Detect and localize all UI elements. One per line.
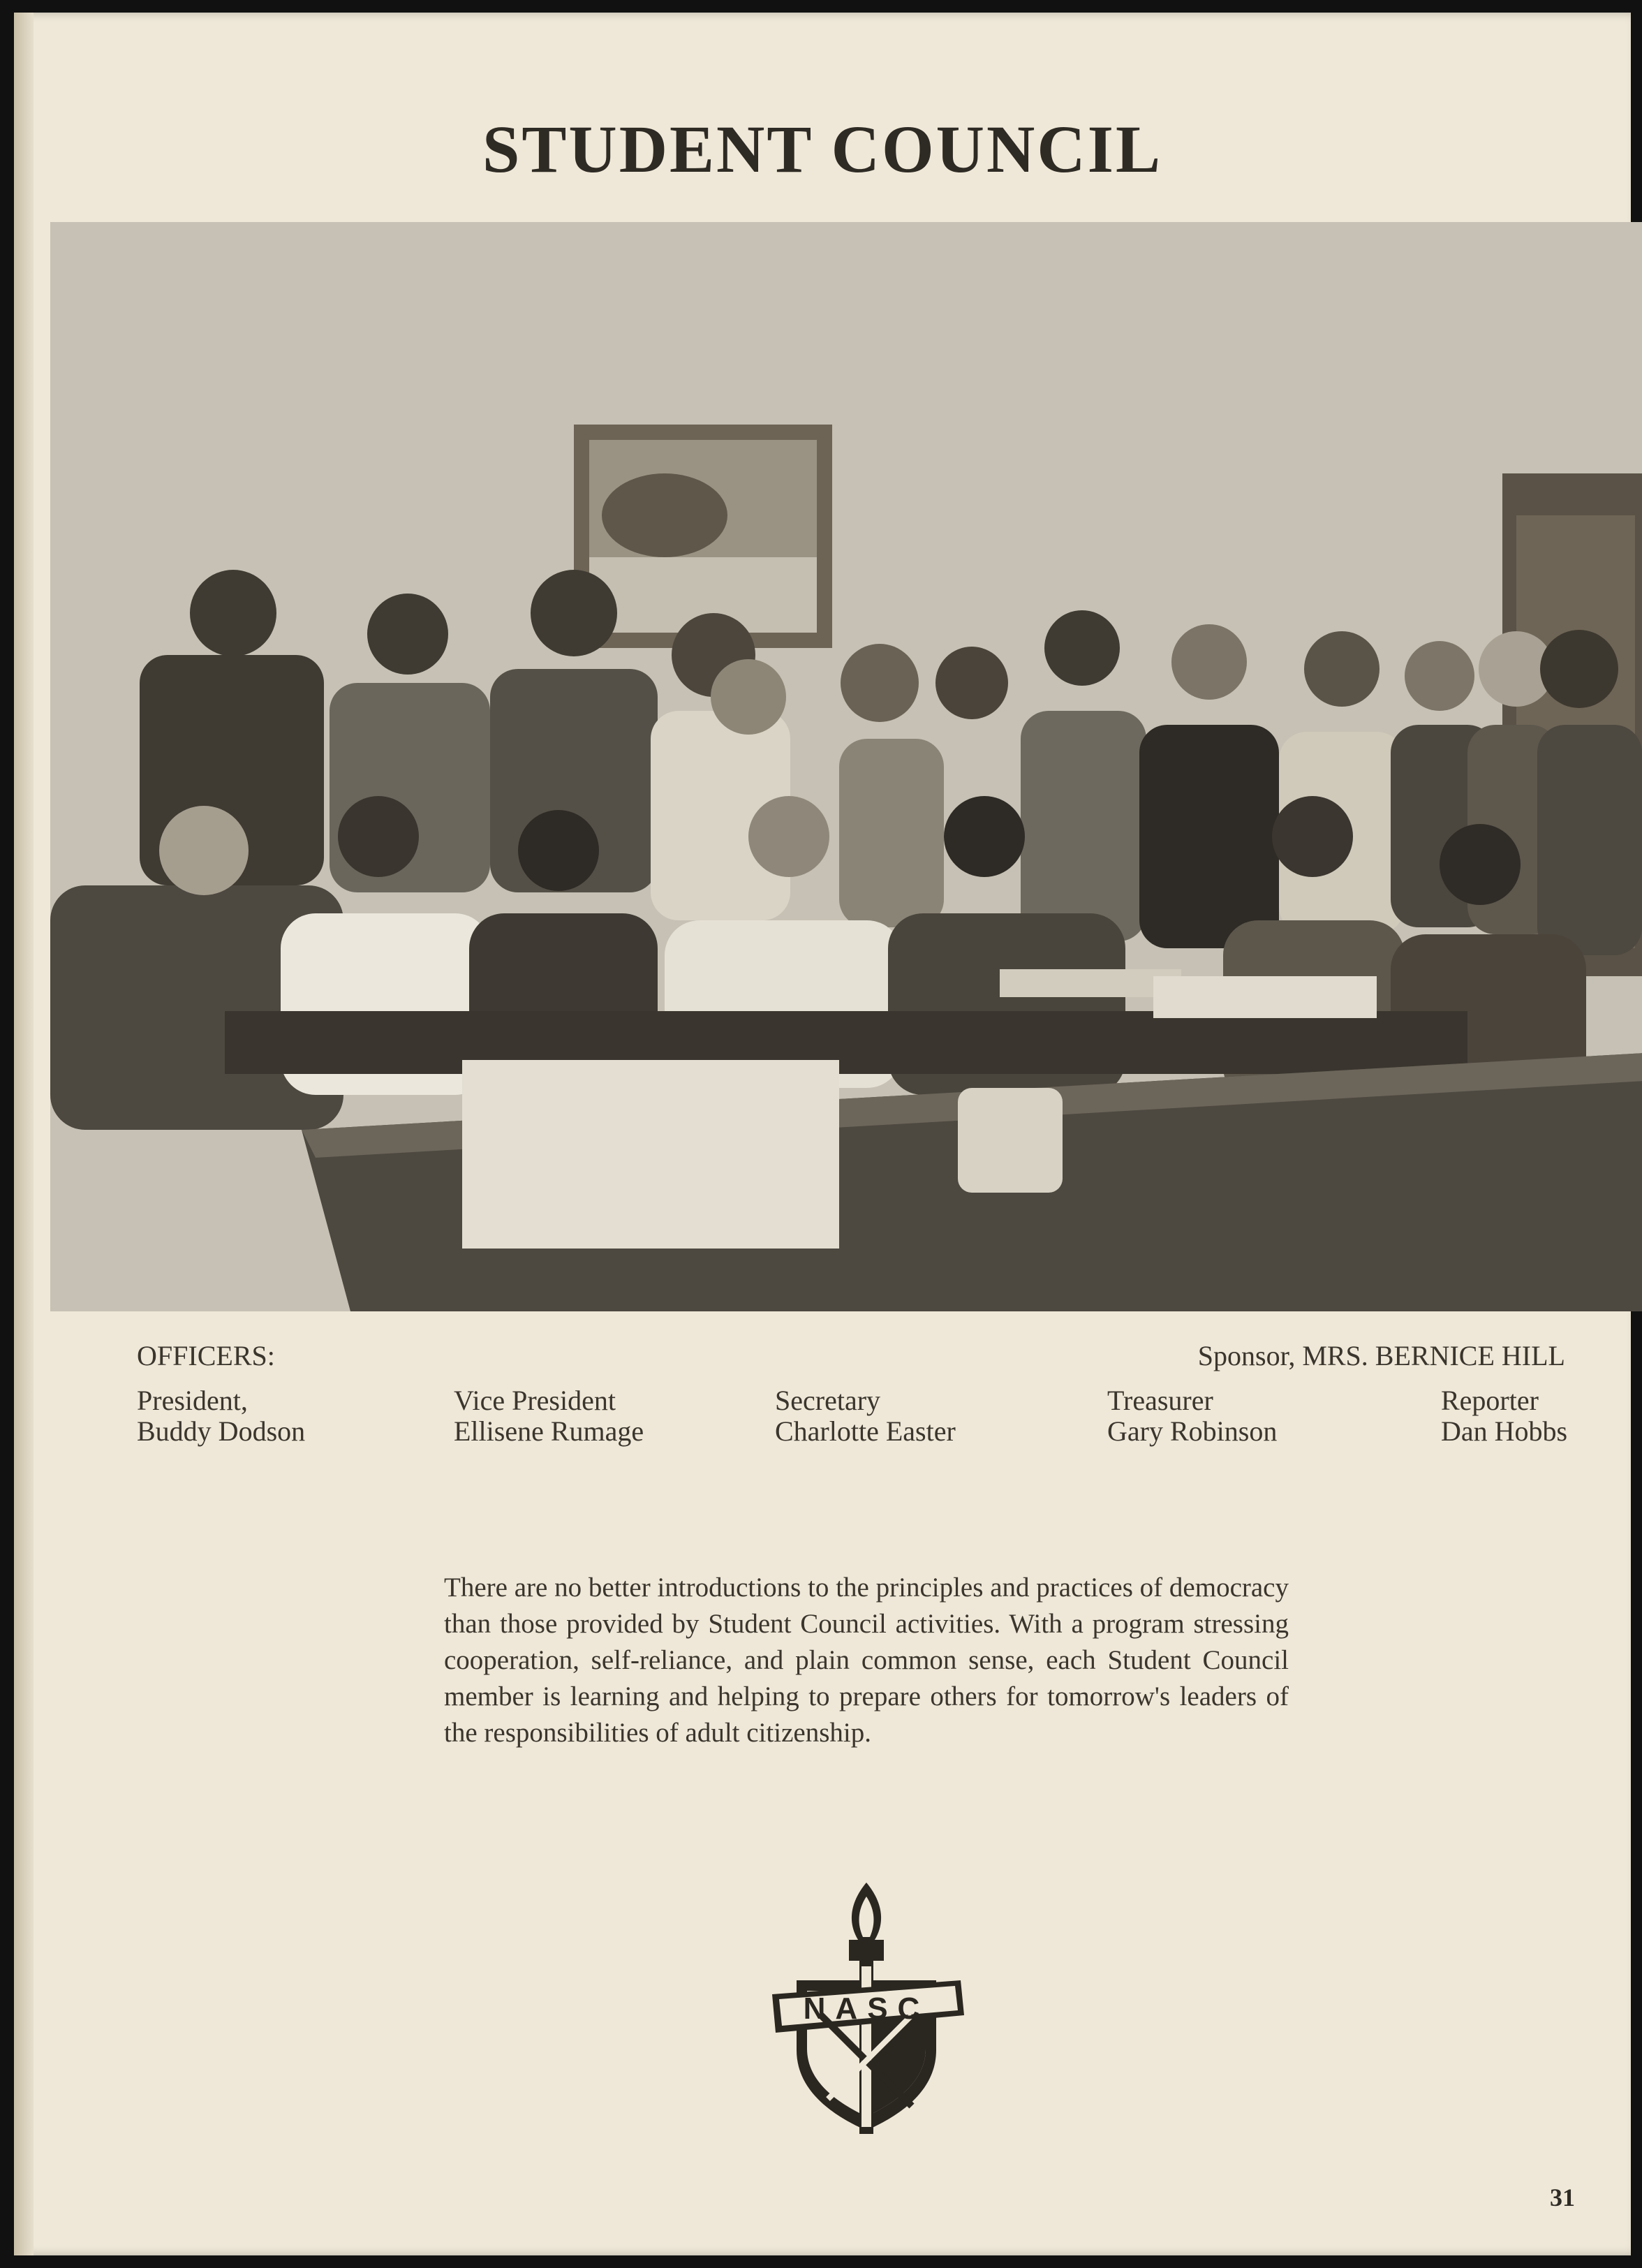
- officer-secretary: [775, 1385, 956, 1447]
- officer-role: President,: [137, 1385, 248, 1416]
- officer-president: [137, 1385, 305, 1447]
- officer-name: Gary Robinson: [1107, 1415, 1278, 1447]
- yearbook-page: [14, 13, 1631, 2255]
- paper-box: [462, 1060, 839, 1249]
- officer-vice-president: [454, 1385, 644, 1447]
- officer-name: Ellisene Rumage: [454, 1415, 644, 1447]
- officer-name: Charlotte Easter: [775, 1415, 956, 1447]
- page-number: 31: [1550, 2184, 1575, 2211]
- nasc-crest-icon: [765, 1876, 968, 2141]
- pencil-sharpener: [958, 1088, 1063, 1193]
- page-title: STUDENT COUNCIL: [482, 112, 1163, 186]
- group-photo-illustration: [50, 222, 1642, 1311]
- sponsor-line: Sponsor, MRS. BERNICE HILL: [1197, 1340, 1565, 1371]
- officer-treasurer: [1107, 1385, 1277, 1447]
- officer-role: Secretary: [775, 1385, 881, 1416]
- group-photo: [50, 222, 1642, 1311]
- officer-role: Vice President: [454, 1385, 616, 1416]
- table-back: [225, 1011, 1467, 1074]
- council-description: There are no better introductions to the principles and practices of democracy than those provided by Student Council activities. With a program stressing cooperation, self-reliance, and plain common sense, each Student Council member is learning and helping to prepare others for tomorrow's leaders of the responsibilities of adult citizenship.: [444, 1573, 1289, 1748]
- officer-role: Treasurer: [1107, 1385, 1213, 1416]
- emblem-text: NASC: [803, 1991, 930, 2026]
- officer-name: Buddy Dodson: [137, 1415, 306, 1447]
- page-gutter: [14, 13, 34, 2255]
- officer-reporter: [1441, 1385, 1567, 1447]
- officer-name: Dan Hobbs: [1441, 1415, 1568, 1447]
- officer-role: Reporter: [1441, 1385, 1539, 1416]
- officers-label: OFFICERS:: [137, 1340, 275, 1371]
